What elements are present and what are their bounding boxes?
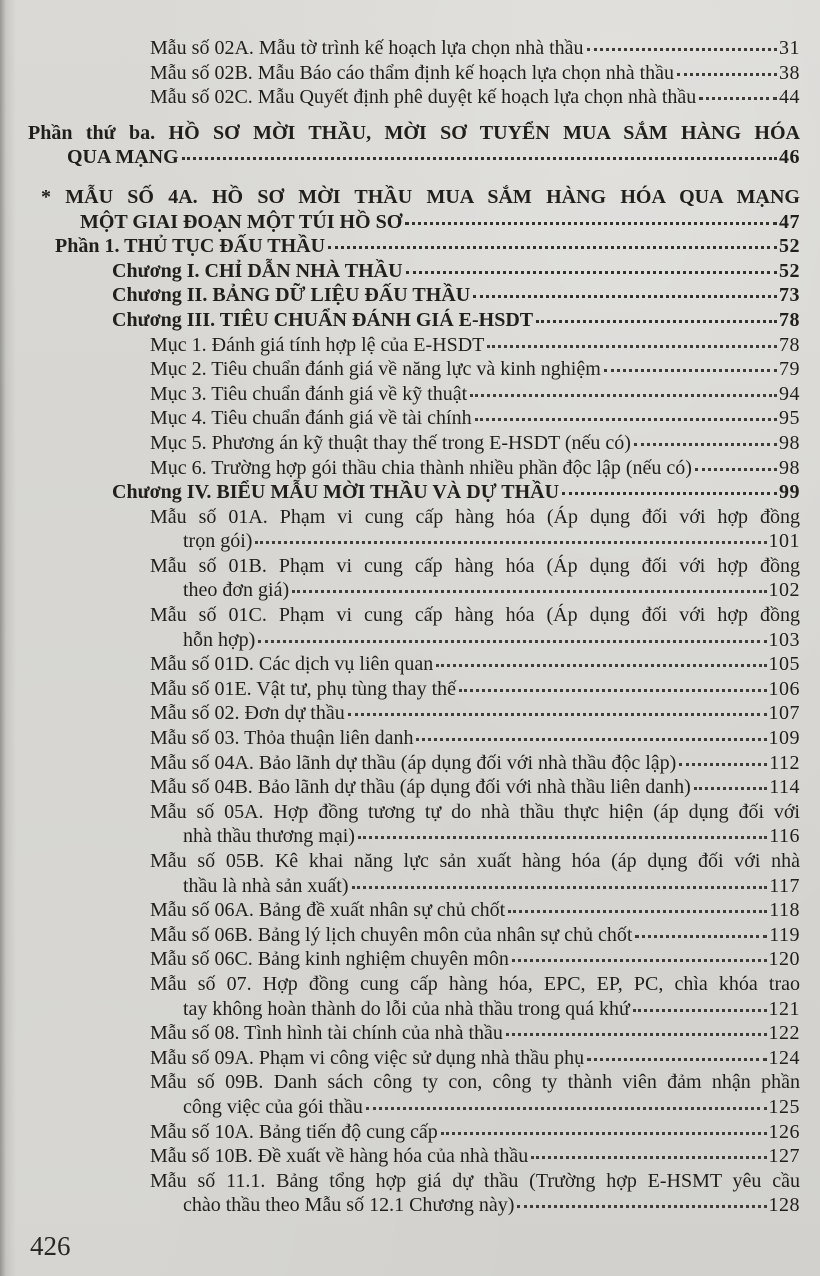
toc-page-number: 116 bbox=[769, 825, 800, 848]
toc-entry bbox=[28, 61, 800, 86]
toc-entry bbox=[28, 1120, 800, 1145]
toc-entry bbox=[28, 1169, 800, 1218]
toc-entry-text: Mẫu số 05A. Hợp đồng tương tự do nhà thầu thực hiện (áp dụng đối với bbox=[150, 800, 800, 823]
toc-entry bbox=[28, 898, 800, 923]
dot-leader bbox=[358, 836, 767, 839]
toc-entry bbox=[28, 505, 800, 554]
toc-page-number: 52 bbox=[779, 235, 800, 258]
toc-entry-text: Mẫu số 09B. Danh sách công ty con, công ty thành viên đảm nhận phần bbox=[150, 1071, 800, 1094]
toc-entry-text: Mẫu số 02C. Mẫu Quyết định phê duyệt kế hoạch lựa chọn nhà thầu bbox=[150, 86, 697, 109]
toc-page-number: 122 bbox=[768, 1022, 800, 1045]
toc-entry-text: theo đơn giá) bbox=[183, 579, 290, 602]
dot-leader bbox=[366, 1107, 767, 1110]
dot-leader bbox=[487, 345, 777, 348]
toc-page-number: 107 bbox=[768, 702, 800, 725]
toc-page-number: 94 bbox=[779, 382, 800, 405]
dot-leader bbox=[677, 73, 777, 76]
toc-entry-text: Mẫu số 06A. Bảng đề xuất nhân sự chủ chốt bbox=[150, 899, 506, 922]
dot-leader bbox=[634, 443, 777, 446]
toc-page-number: 31 bbox=[779, 37, 800, 59]
toc-entry bbox=[28, 382, 800, 407]
dot-leader bbox=[405, 222, 777, 225]
toc-page-number: 38 bbox=[779, 61, 800, 84]
dot-leader bbox=[255, 541, 766, 544]
toc-entry bbox=[28, 947, 800, 972]
toc-entry-text: Mẫu số 07. Hợp đồng cung cấp hàng hóa, EPC, EP, PC, chìa khóa trao bbox=[150, 972, 800, 995]
toc-line bbox=[150, 333, 800, 358]
dot-leader bbox=[328, 246, 777, 249]
toc-entry bbox=[28, 234, 800, 259]
dot-leader bbox=[633, 1009, 767, 1012]
page-number-footer: 426 bbox=[30, 1231, 71, 1261]
dot-leader bbox=[562, 492, 777, 495]
toc-entry-text: thầu là nhà sản xuất) bbox=[183, 874, 349, 897]
toc-line bbox=[150, 456, 800, 481]
toc-page-number: 121 bbox=[768, 997, 800, 1020]
toc-line bbox=[150, 382, 800, 407]
toc-line bbox=[41, 210, 800, 235]
toc-entry-text: Mục 2. Tiêu chuẩn đánh giá về năng lực và kinh nghiệm bbox=[150, 358, 601, 381]
toc-line bbox=[112, 480, 800, 505]
toc-entry-text: Mẫu số 06B. Bảng lý lịch chuyên môn của nhân sự chủ chốt bbox=[150, 923, 633, 946]
toc-entry bbox=[28, 85, 800, 110]
toc-page-number: 112 bbox=[769, 751, 800, 774]
toc-entry bbox=[28, 36, 800, 61]
toc-page-number: 73 bbox=[779, 284, 800, 307]
toc-entry bbox=[28, 1070, 800, 1119]
toc-entry-text: Mẫu số 02. Đơn dự thầu bbox=[150, 702, 345, 725]
dot-leader bbox=[416, 738, 766, 741]
dot-leader bbox=[536, 320, 777, 323]
toc-page-number: 47 bbox=[779, 210, 800, 233]
dot-leader bbox=[694, 787, 767, 790]
toc-line bbox=[150, 775, 800, 800]
dot-leader bbox=[475, 418, 777, 421]
toc-page-number: 118 bbox=[769, 899, 800, 922]
toc-line bbox=[150, 1144, 800, 1169]
toc-entry-text: Mẫu số 01C. Phạm vi cung cấp hàng hóa (Áp dụng đối với hợp đồng bbox=[150, 604, 800, 627]
toc-page-number: 127 bbox=[768, 1145, 800, 1168]
toc-entry-text: Mục 1. Đánh giá tính hợp lệ của E-HSDT bbox=[150, 333, 485, 356]
toc-entry-text: Phần thứ ba. HỒ SƠ MỜI THẦU, MỜI SƠ TUYỂN MUA SẮM HÀNG HÓA bbox=[28, 121, 800, 144]
toc-entry bbox=[28, 121, 800, 170]
toc-entry-text: Mẫu số 03. Thỏa thuận liên danh bbox=[150, 727, 414, 750]
toc-line bbox=[150, 1021, 800, 1046]
toc-entry-text: công việc của gói thầu bbox=[183, 1095, 363, 1118]
toc-entry bbox=[28, 259, 800, 284]
toc-entry bbox=[28, 480, 800, 505]
toc-entry bbox=[28, 456, 800, 481]
toc-page-number: 109 bbox=[768, 727, 800, 750]
dot-leader bbox=[506, 1033, 767, 1036]
toc-line bbox=[150, 406, 800, 431]
toc-line bbox=[112, 259, 800, 284]
toc-entry bbox=[28, 800, 800, 849]
dot-leader bbox=[508, 910, 767, 913]
toc-line bbox=[112, 283, 800, 308]
toc-line bbox=[28, 145, 800, 170]
dot-leader bbox=[517, 1205, 766, 1208]
toc-entry bbox=[28, 431, 800, 456]
dot-leader bbox=[587, 48, 777, 51]
toc-line bbox=[112, 308, 800, 333]
toc-entry bbox=[28, 406, 800, 431]
toc-entry bbox=[28, 1021, 800, 1046]
toc-line bbox=[150, 529, 800, 554]
toc-page-number: 98 bbox=[779, 456, 800, 479]
dot-leader bbox=[470, 394, 777, 397]
dot-leader bbox=[406, 271, 777, 274]
toc-entry-text: nhà thầu thương mại) bbox=[183, 825, 355, 848]
dot-leader bbox=[635, 935, 767, 938]
toc-entry-text: chào thầu theo Mẫu số 12.1 Chương này) bbox=[183, 1194, 515, 1217]
dot-leader bbox=[436, 664, 766, 667]
toc-entry bbox=[28, 333, 800, 358]
toc-line bbox=[55, 234, 800, 259]
toc-line bbox=[150, 898, 800, 923]
toc-entry-text: Mục 4. Tiêu chuẩn đánh giá về tài chính bbox=[150, 407, 472, 430]
toc-line bbox=[150, 431, 800, 456]
toc-line bbox=[150, 1046, 800, 1071]
toc-page-number: 99 bbox=[779, 481, 800, 504]
toc-entry-text: Mẫu số 01E. Vật tư, phụ tùng thay thế bbox=[150, 677, 456, 700]
toc-line bbox=[150, 874, 800, 899]
toc-entry-text: hỗn hợp) bbox=[183, 628, 256, 651]
toc-entry-text: trọn gói) bbox=[183, 530, 253, 553]
toc-page-number: 126 bbox=[768, 1120, 800, 1143]
toc-page-number: 98 bbox=[779, 431, 800, 454]
toc-entry bbox=[28, 1144, 800, 1169]
toc-entry-text: Chương I. CHỈ DẪN NHÀ THẦU bbox=[112, 259, 403, 282]
toc-entry-text: Mẫu số 10A. Bảng tiến độ cung cấp bbox=[150, 1120, 438, 1143]
toc-entry-text: Mẫu số 01D. Các dịch vụ liên quan bbox=[150, 653, 434, 676]
toc-line bbox=[150, 1193, 800, 1218]
dot-leader bbox=[473, 295, 777, 298]
toc-page-number: 44 bbox=[779, 86, 800, 109]
toc-line bbox=[150, 923, 800, 948]
dot-leader bbox=[182, 157, 777, 160]
toc-line bbox=[150, 36, 800, 61]
dot-leader bbox=[258, 640, 766, 643]
toc-line bbox=[150, 701, 800, 726]
toc-page-number: 114 bbox=[769, 776, 800, 799]
toc-entry-text: Chương II. BẢNG DỮ LIỆU ĐẤU THẦU bbox=[112, 284, 471, 307]
toc-entry bbox=[28, 185, 800, 234]
toc-line bbox=[150, 751, 800, 776]
toc-entry-text: Mục 6. Trường hợp gói thầu chia thành nhiều phần độc lập (nếu có) bbox=[150, 456, 692, 479]
dot-leader bbox=[604, 369, 777, 372]
toc-entry bbox=[28, 554, 800, 603]
toc-line bbox=[150, 1095, 800, 1120]
toc-entry-text: Mẫu số 08. Tình hình tài chính của nhà thầu bbox=[150, 1022, 503, 1045]
toc-page-number: 95 bbox=[779, 407, 800, 430]
dot-leader bbox=[699, 97, 777, 100]
dot-leader bbox=[531, 1156, 766, 1159]
toc-entry-text: Mẫu số 01A. Phạm vi cung cấp hàng hóa (Áp dụng đối với hợp đồng bbox=[150, 505, 800, 528]
toc-line bbox=[150, 1120, 800, 1145]
toc-entry-text: Mục 5. Phương án kỹ thuật thay thế trong E-HSDT (nếu có) bbox=[150, 431, 631, 454]
toc-entry-text: Mẫu số 02A. Mẫu tờ trình kế hoạch lựa chọn nhà thầu bbox=[150, 37, 584, 59]
toc-page-number: 78 bbox=[779, 308, 800, 331]
toc-page-number: 106 bbox=[768, 677, 800, 700]
toc-entry bbox=[28, 751, 800, 776]
toc-entry bbox=[28, 1046, 800, 1071]
toc-line bbox=[150, 726, 800, 751]
toc-entry bbox=[28, 701, 800, 726]
toc-entry bbox=[28, 283, 800, 308]
toc-entry-text: Mẫu số 04A. Bảo lãnh dự thầu (áp dụng đối với nhà thầu độc lập) bbox=[150, 751, 677, 774]
toc-entry bbox=[28, 972, 800, 1021]
toc-page-number: 124 bbox=[768, 1046, 800, 1069]
toc-entry-text: QUA MẠNG bbox=[67, 146, 179, 169]
toc-entry-text: Mẫu số 04B. Bảo lãnh dự thầu (áp dụng đối với nhà thầu liên danh) bbox=[150, 776, 691, 799]
toc-entry bbox=[28, 849, 800, 898]
toc-entry bbox=[28, 726, 800, 751]
dot-leader bbox=[587, 1058, 766, 1061]
toc-entry-text: Mẫu số 01B. Phạm vi cung cấp hàng hóa (Áp dụng đối với hợp đồng bbox=[150, 554, 800, 577]
toc-page-number: 52 bbox=[779, 259, 800, 282]
toc-line bbox=[150, 628, 800, 653]
toc-page-number: 125 bbox=[768, 1095, 800, 1118]
toc-line bbox=[150, 85, 800, 110]
toc-line bbox=[150, 947, 800, 972]
toc-page-number: 46 bbox=[779, 146, 800, 169]
toc-line bbox=[150, 357, 800, 382]
toc-entry-text: Mẫu số 10B. Đề xuất về hàng hóa của nhà thầu bbox=[150, 1145, 529, 1168]
toc-entry-text: MỘT GIAI ĐOẠN MỘT TÚI HỒ SƠ bbox=[80, 210, 403, 233]
toc-page-number: 78 bbox=[779, 333, 800, 356]
toc-line bbox=[150, 997, 800, 1022]
toc-entry-text: Mẫu số 02B. Mẫu Báo cáo thẩm định kế hoạch lựa chọn nhà thầu bbox=[150, 61, 675, 84]
toc-entry-text: Chương IV. BIỂU MẪU MỜI THẦU VÀ DỰ THẦU bbox=[112, 481, 560, 504]
dot-leader bbox=[348, 713, 767, 716]
dot-leader bbox=[679, 763, 767, 766]
dot-leader bbox=[441, 1132, 767, 1135]
toc-page-number: 103 bbox=[768, 628, 800, 651]
toc-entry-text: Mẫu số 09A. Phạm vi công việc sử dụng nhà thầu phụ bbox=[150, 1046, 585, 1069]
toc-line bbox=[150, 824, 800, 849]
toc-entry-text: Mẫu số 06C. Bảng kinh nghiệm chuyên môn bbox=[150, 948, 509, 971]
toc-entry bbox=[28, 652, 800, 677]
toc-entry-text: * MẪU SỐ 4A. HỒ SƠ MỜI THẦU MUA SẮM HÀNG HÓA QUA MẠNG bbox=[41, 185, 800, 208]
toc-entry bbox=[28, 923, 800, 948]
toc-entry bbox=[28, 308, 800, 333]
toc-entry bbox=[28, 677, 800, 702]
toc-entry bbox=[28, 357, 800, 382]
toc-page-number: 128 bbox=[768, 1194, 800, 1217]
toc-page-number: 117 bbox=[769, 874, 800, 897]
toc-entry-text: Mục 3. Tiêu chuẩn đánh giá về kỹ thuật bbox=[150, 382, 468, 405]
toc-line bbox=[150, 578, 800, 603]
toc-page-number: 102 bbox=[768, 579, 800, 602]
toc-entry bbox=[28, 775, 800, 800]
toc-line bbox=[150, 61, 800, 86]
dot-leader bbox=[352, 886, 768, 889]
toc-entry bbox=[28, 603, 800, 652]
toc-entry-text: tay không hoàn thành do lỗi của nhà thầu trong quá khứ bbox=[183, 997, 630, 1020]
toc-entry-text: Phần 1. THỦ TỤC ĐẤU THẦU bbox=[55, 235, 326, 258]
toc-line bbox=[150, 652, 800, 677]
dot-leader bbox=[459, 689, 767, 692]
toc-entry-text: Mẫu số 11.1. Bảng tổng hợp giá dự thầu (Trường hợp E-HSMT yêu cầu bbox=[150, 1169, 800, 1192]
dot-leader bbox=[695, 468, 777, 471]
toc-page-number: 101 bbox=[768, 530, 800, 553]
dot-leader bbox=[292, 590, 766, 593]
dot-leader bbox=[512, 959, 767, 962]
toc-entry-text: Chương III. TIÊU CHUẨN ĐÁNH GIÁ E-HSDT bbox=[112, 308, 534, 331]
toc-page-number: 79 bbox=[779, 358, 800, 381]
toc-line bbox=[150, 677, 800, 702]
toc-page-number: 119 bbox=[769, 923, 800, 946]
toc-page-number: 105 bbox=[768, 653, 800, 676]
toc-list bbox=[28, 36, 800, 1218]
toc-page-number: 120 bbox=[768, 948, 800, 971]
toc-entry-text: Mẫu số 05B. Kê khai năng lực sản xuất hàng hóa (áp dụng đối với nhà bbox=[150, 850, 800, 872]
